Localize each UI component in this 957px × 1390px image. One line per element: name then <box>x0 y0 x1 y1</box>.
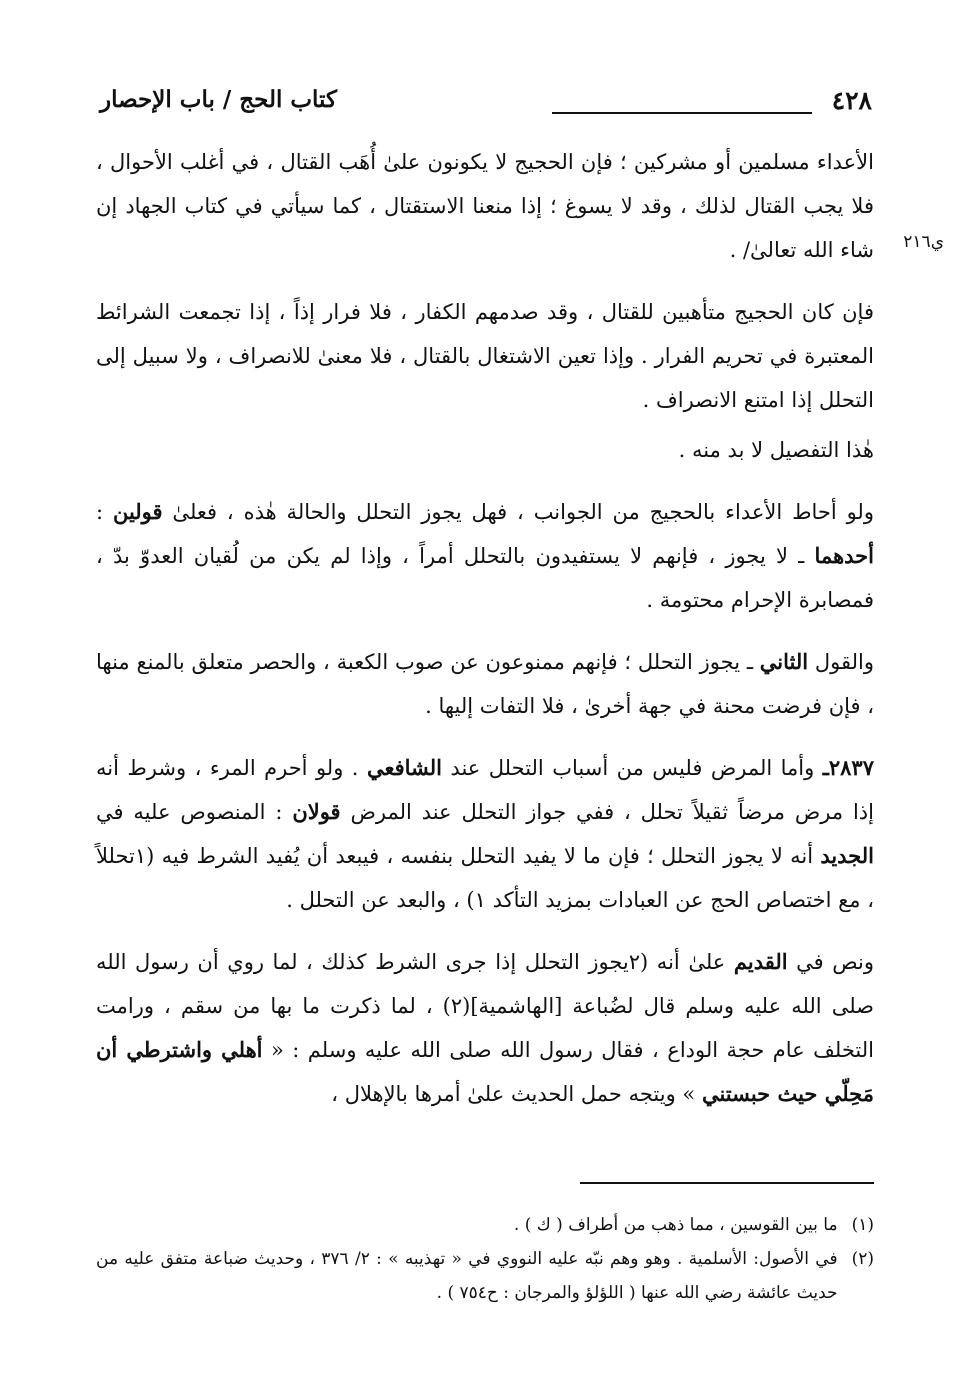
paragraph-6-text-b: وأما المرض فليس من أسباب التحلل عند <box>441 756 823 780</box>
footnote-2 <box>96 1242 874 1310</box>
paragraph-6-bold-jadid: الجديد <box>820 843 874 868</box>
footnote-1 <box>96 1208 874 1242</box>
paragraph-3: هٰذا التفصيل لا بد منه . <box>678 438 874 462</box>
footnote-2-mark: (٢) <box>851 1249 874 1269</box>
paragraph-4-text-c: : <box>96 500 113 524</box>
paragraph-7-bold-qadim: القديم <box>733 949 788 974</box>
paragraph-6 <box>96 746 874 922</box>
section-number: ٢٨٣٧ـ <box>822 755 874 780</box>
paragraph-6-bold-qawlan: قولان <box>292 799 341 824</box>
footnotes <box>96 1208 874 1310</box>
paragraph-7-text-e: » ويتجه حمل الحديث علىٰ أمرها بالإهلال ، <box>331 1082 702 1106</box>
footnote-rule <box>580 1182 874 1184</box>
paragraph-7-text-c: علىٰ أنه (٢يجوز التحلل إذا جرى الشرط كذلك ، لما روي أن رسول الله صلى الله عليه وسلم قال لضُباعة [الهاشمية](٢) ، لما ذكرت ما بها من سقم ، ورامت التخلف عام حجة الوداع ، فقال رسول الله صلى الله عليه وسلم : « <box>96 950 874 1062</box>
manuscript-folio-marker: ي٢١٦ <box>903 232 944 252</box>
running-title: كتاب الحج / باب الإحصار <box>100 86 337 113</box>
header-rule <box>552 112 812 114</box>
paragraph-5 <box>96 640 874 728</box>
running-header <box>100 86 872 122</box>
paragraph-5-text-c: ـ يجوز التحلل ؛ فإنهم ممنوعون عن صوب الكعبة ، والحصر متعلق بالمنع منها ، فإن فرضت محنة في جهة أخرىٰ ، فلا التفات إليها . <box>96 650 874 718</box>
footnote-2-text: في الأصول: الأسلمية . وهو وهم نبّه عليه النووي في « تهذيبه » : ٢/ ٣٧٦ ، وحديث ضباعة متفق عليه من حديث عائشة رضي الله عنها ( اللؤلؤ والمرجان : ح٧٥٤ ) . <box>96 1249 838 1303</box>
paragraph-7-bold-hadith: أهلي واشترطي أن مَحِلّي حيث حبستني <box>96 1037 874 1106</box>
paragraph-6-text-f: : المنصوص عليه في <box>96 800 293 824</box>
paragraph-7-text-a: ونص في <box>787 950 874 974</box>
footnote-1-mark: (١) <box>851 1215 874 1235</box>
page-number: ٤٢٨ <box>831 86 872 115</box>
paragraph-2: فإن كان الحجيج متأهبين للقتال ، وقد صدمهم الكفار ، فلا فرار إذاً ، إذا تجمعت الشرائط المعتبرة في تحريم الفرار . وإذا تعين الاشتغال بالقتال ، فلا معنىٰ للانصراف ، ولا سبيل إلى التحلل إذا امتنع الانصراف . <box>96 300 874 412</box>
paragraph-7 <box>96 940 874 1116</box>
paragraph-6-text-h: أنه لا يجوز التحلل ؛ فإن ما لا يفيد التحلل بنفسه ، فيبعد أن يُفيد الشرط فيه (١تحللاً ، مع اختصاص الحج عن العبادات بمزيد التأكد ١) ، والبعد عن التحلل . <box>96 844 874 912</box>
paragraph-4-text-e: ـ لا يجوز ، فإنهم لا يستفيدون بالتحلل أمراً ، وإذا لم يكن من لُقيان العدوّ بدّ ، فمصابرة الإحرام محتومة . <box>96 544 874 612</box>
paragraph-5-text-a: والقول <box>808 650 875 674</box>
paragraph-6-bold-shafii: الشافعي <box>366 755 442 780</box>
paragraph-4-bold-ahaduhuma: أحدهما <box>814 543 874 568</box>
paragraph-1: الأعداء مسلمين أو مشركين ؛ فإن الحجيج لا يكونون علىٰ أُهَب القتال ، في أغلب الأحوال ، فلا يجب القتال لذلك ، وقد لا يسوغ ؛ إذا منعنا الاستقتال ، كما سيأتي في كتاب الجهاد إن شاء الله تعالىٰ/ . <box>96 150 875 262</box>
paragraph-4-bold-qawlayn: قولين <box>112 499 163 524</box>
paragraph-4 <box>96 490 874 622</box>
paragraph-6-text-d: . ولو أحرم المرء ، وشرط أنه إذا مرض مرضاً ثقيلاً تحلل ، ففي جواز التحلل عند المرض <box>96 756 874 824</box>
paragraph-5-bold-thani: الثاني <box>759 649 809 674</box>
footnote-1-text: ما بين القوسين ، مما ذهب من أطراف ( ك ) . <box>513 1215 838 1235</box>
paragraph-4-text-a: ولو أحاط الأعداء بالحجيج من الجوانب ، فهل يجوز التحلل والحالة هٰذه ، فعلىٰ <box>162 500 874 524</box>
main-text <box>96 140 874 1134</box>
